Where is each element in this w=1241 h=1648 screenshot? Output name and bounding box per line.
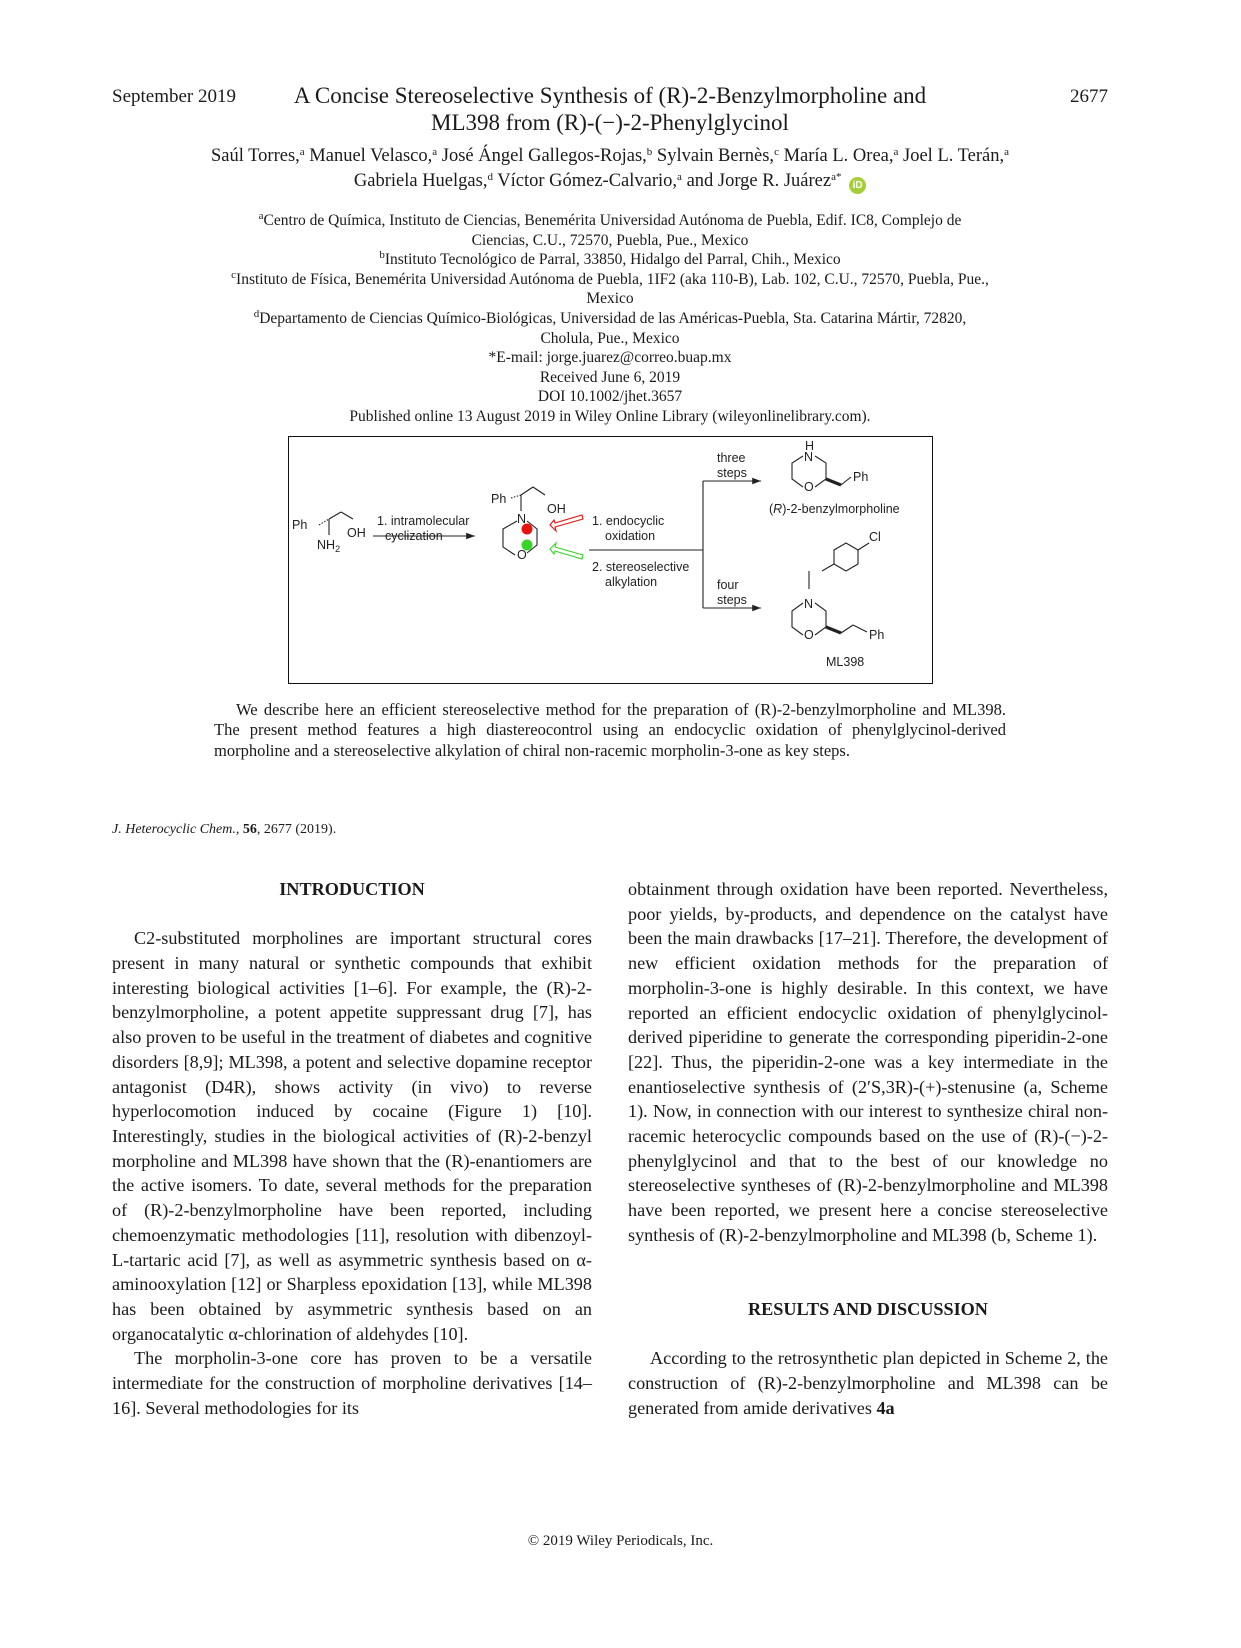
- corresponding-email[interactable]: *E-mail: jorge.juarez@correo.buap.mx: [488, 349, 732, 367]
- step1-label-2: cyclization: [385, 529, 443, 543]
- orcid-icon[interactable]: iD: [849, 177, 866, 194]
- copyright-footer: © 2019 Wiley Periodicals, Inc.: [527, 1533, 714, 1549]
- product2-ph-label: Ph: [869, 628, 885, 642]
- intermediate-n-label: N: [517, 512, 527, 526]
- author-line-2: [112, 169, 1108, 194]
- running-head: [112, 82, 1108, 138]
- graphical-abstract-scheme: [288, 436, 933, 684]
- author[interactable]: María L. Orea,$^a$: [783, 146, 899, 166]
- affiliation-c: $^c$Instituto de Física, Benemérita Universidad Autónoma de Puebla, 1IF2 (aka 110-B), Lab. 102, C.U., 72570, Puebla, Pue.,: [231, 268, 989, 288]
- product1-ph-label: Ph: [853, 470, 869, 484]
- affiliation-b: $^b$Instituto Tecnológico de Parral, 33850, Hidalgo del Parral, Chih., Mexico: [379, 249, 841, 269]
- three-steps-label-1: three: [717, 451, 746, 465]
- affiliation-c-cont: Mexico: [586, 290, 634, 308]
- journal-volume: 56: [242, 822, 257, 837]
- intermediate-ph-label: Ph: [491, 492, 507, 506]
- author[interactable]: Víctor Gómez-Calvario,$^a$: [497, 171, 682, 191]
- article-title: [262, 82, 958, 136]
- product1-h-label: H: [805, 439, 815, 453]
- journal-name: J. Heterocyclic Chem.: [112, 822, 236, 837]
- abstract: We describe here an efficient stereoselective method for the preparation of (R)-2-benzylmorpholine and ML398. The present method features a high diastereocontrol using an endocyclic oxidation of phenylglycinol-derived morpholine and a stereoselective alkylation of chiral non-racemic morpholin-3-one as key steps.: [214, 700, 1006, 760]
- doi[interactable]: DOI 10.1002/jhet.3657: [537, 388, 683, 406]
- intro-paragraph-2: The morpholin-3-one core has proven to be a versatile intermediate for the construction of morpholine derivatives [14–16]. Several methodologies for its: [112, 1348, 592, 1418]
- four-steps-label-1: four: [717, 578, 739, 592]
- reaction-scheme-diagram: [289, 437, 934, 685]
- section-heading-results: RESULTS AND DISCUSSION: [748, 1298, 988, 1319]
- start-nh2-label: $NH_2$: [317, 538, 341, 554]
- intro-paragraph-1: C2-substituted morpholines are important structural cores present in many natural or synthetic compounds that exhibit interesting biological activities [1–6]. For example, the (R)-2-benzylmorpholine, a potent appetite suppressant drug [7], has also proven to be useful in the treatment of diabetes and cognitive disorders [8,9]; ML398, a potent and selective dopamine receptor antagonist (D4R), shows activity (in vivo) to reverse hyperlocomotion induced by cocaine (Figure 1) [10]. Interestingly, studies in the biological activities of (R)-2-benzyl morpholine and ML398 have shown that the (R)-enantiomers are the active isomers. To date, several methods for the preparation of (R)-2-benzylmorpholine have been reported, including chemoenzymatic methodologies [11], resolution with dibenzoyl-L-tartaric acid [7], as well as asymmetric synthesis based on α-aminooxylation [12] or Sharpless epoxidation [13], while ML398 has been obtained by asymmetric synthesis based on an organocatalytic α-chlorination of aldehydes [10].: [112, 928, 592, 1344]
- section-heading-introduction: INTRODUCTION: [279, 879, 425, 899]
- author-list: [112, 144, 1108, 194]
- product2-n-label: N: [804, 597, 814, 611]
- journal-citation: J. Heterocyclic Chem., 56, 2677 (2019).: [112, 822, 337, 837]
- author[interactable]: Sylvain Bernès,$^c$: [656, 146, 779, 166]
- start-oh-label: OH: [347, 526, 366, 540]
- compound-ref: 4a: [876, 1397, 895, 1418]
- hash-bond: [319, 519, 329, 525]
- green-hollow-arrow: [550, 543, 583, 559]
- three-steps-label-2: steps: [717, 466, 747, 480]
- affiliation-a: $^a$Centro de Química, Instituto de Ciencias, Benemérita Universidad Autónoma de Puebla, Edif. IC8, Complejo de: [258, 210, 962, 229]
- product2-cl-label: Cl: [869, 530, 881, 544]
- left-column: [112, 877, 592, 1420]
- received-date: Received June 6, 2019: [539, 368, 681, 386]
- product2-name-label: ML398: [826, 655, 865, 669]
- product1-o-label: O: [804, 480, 814, 494]
- affiliation-a-cont: Ciencias, C.U., 72570, Puebla, Pue., Mexico: [471, 231, 749, 249]
- results-paragraph-1: According to the retrosynthetic plan depicted in Scheme 2, the construction of (R)-2-benzylmorpholine and ML398 can be generated from amide derivatives 4a: [628, 1348, 1108, 1418]
- citation-pages-year: , 2677 (2019).: [256, 822, 337, 837]
- author[interactable]: Joel L. Terán,$^a$: [903, 146, 1010, 166]
- product1-n-label: N: [804, 450, 814, 464]
- product1-name-label: (R)-2-benzylmorpholine: [769, 502, 900, 516]
- title-line-2: ML398 from (R)-(−)-2-Phenylglycinol: [431, 110, 789, 135]
- step1-label-1: 1. intramolecular: [377, 514, 470, 528]
- affiliation-d: $^d$Departamento de Ciencias Químico-Biológicas, Universidad de las Américas-Puebla, Sta. Catarina Mártir, 72820,: [253, 307, 967, 327]
- step2b-label-1: 2. stereoselective: [592, 560, 690, 574]
- four-steps-label-2: steps: [717, 593, 747, 607]
- red-hollow-arrow: [550, 515, 583, 531]
- start-ph-label: Ph: [292, 518, 308, 532]
- step2b-label-2: alkylation: [605, 575, 658, 589]
- affiliation-d-cont: Cholula, Pue., Mexico: [540, 329, 680, 347]
- step2a-label-1: 1. endocyclic: [592, 514, 665, 528]
- intermediate-o-label: O: [517, 548, 527, 562]
- product2-o-label: O: [804, 628, 814, 642]
- author[interactable]: Gabriela Huelgas,$^d$: [353, 171, 493, 191]
- author[interactable]: and Jorge R. Juárez$^{a*}$: [686, 171, 842, 191]
- intermediate-oh-label: OH: [547, 502, 566, 516]
- author[interactable]: José Ángel Gallegos-Rojas,$^b$: [441, 146, 653, 166]
- step2a-label-2: oxidation: [605, 529, 656, 543]
- intro-paragraph-3: obtainment through oxidation have been reported. Nevertheless, poor yields, by-products, and dependence on the catalyst have been the main drawbacks [17–21]. Therefore, the development of new efficient oxidation methods for the preparation of morpholin-3-one is highly desirable. In this context, we have reported an efficient endocyclic oxidation of phenylglycinol-derived piperidine to generate the corresponding piperidin-2-one [22]. Thus, the piperidin-2-one was a key intermediate in the enantioselective synthesis of (2′S,3R)-(+)-stenusine (a, Scheme 1). Now, in connection with our interest to synthesize chiral non-racemic heterocyclic compounds based on the use of (R)-(−)-2-phenylglycinol and that to the best of our knowledge no stereoselective syntheses of (R)-2-benzylmorpholine and ML398 have been reported, we present here a concise stereoselective synthesis of (R)-2-benzylmorpholine and ML398 (b, Scheme 1).: [628, 879, 1108, 1245]
- published-online: Published online 13 August 2019 in Wiley Online Library (wileyonlinelibrary.com).: [349, 407, 871, 425]
- right-column: [628, 877, 1108, 1420]
- title-line-1: A Concise Stereoselective Synthesis of (R)-2-Benzylmorpholine and: [293, 83, 927, 108]
- author[interactable]: Manuel Velasco,$^a$: [309, 146, 438, 166]
- page-number: 2677: [1070, 86, 1108, 107]
- affiliations: [212, 211, 1008, 427]
- issue-date: September 2019: [112, 86, 237, 107]
- author-line-1: [112, 144, 1108, 169]
- author[interactable]: Saúl Torres,$^a$: [210, 146, 305, 166]
